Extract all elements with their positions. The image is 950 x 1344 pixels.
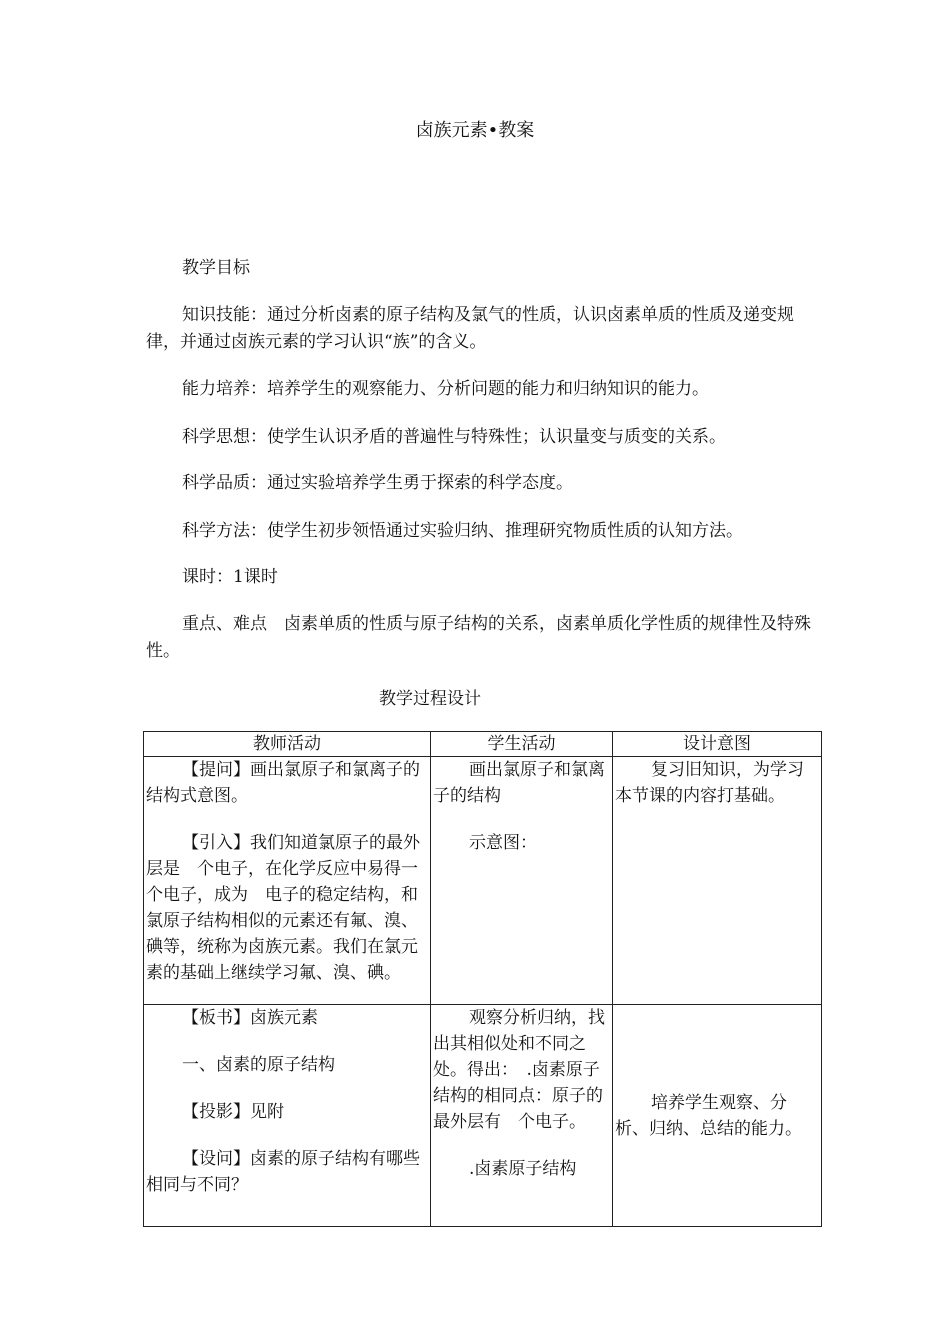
teacher-activity-cell: [144, 757, 431, 1005]
student-observe: 观察分析归纳，找出其相似处和不同之处。得出： .卤素原子结构的相同点：原子的最外层有 个电子。: [433, 1008, 605, 1132]
teacher-projection: 【投影】见附: [182, 1102, 284, 1122]
header-student: 学生活动: [431, 732, 613, 757]
table-row: [144, 1005, 822, 1227]
table-row: [144, 757, 822, 1005]
intent-review: 复习旧知识，为学习本节课的内容打基础。: [615, 760, 804, 806]
key-points: 重点、难点 卤素单质的性质与原子结构的关系，卤素单质化学性质的规律性及特殊性。: [146, 614, 811, 661]
goal-quality: 科学品质：通过实验培养学生勇于探索的科学态度。: [182, 473, 573, 493]
section-goals: 教学目标: [182, 258, 250, 278]
student-activity-cell: [431, 1005, 613, 1227]
student-activity-cell: [431, 757, 613, 1005]
goal-knowledge: 知识技能：通过分析卤素的原子结构及氯气的性质，认识卤素单质的性质及递变规律，并通过卤族元素的学习认识“族”的含义。: [146, 305, 794, 352]
goal-ability: 能力培养：培养学生的观察能力、分析问题的能力和归纳知识的能力。: [182, 379, 709, 399]
teacher-intro: 【引入】我们知道氯原子的最外层是 个电子，在化学反应中易得一个电子，成为 电子的稳定结构，和氯原子结构相似的元素还有氟、溴、碘等，统称为卤族元素。我们在氯元素的基础上继续学习氟、溴、碘。: [146, 833, 420, 983]
intent-cell: [613, 1005, 822, 1227]
goal-method: 科学方法：使学生初步领悟通过实验归纳、推理研究物质性质的认知方法。: [182, 521, 743, 541]
table-header-row: [144, 732, 822, 757]
header-intent: 设计意图: [613, 732, 822, 757]
student-draw: 画出氯原子和氯离子的结构: [433, 760, 605, 806]
process-title: 教学过程设计: [379, 689, 481, 709]
student-structure: .卤素原子结构: [469, 1159, 577, 1179]
process-table: [143, 731, 822, 1227]
intent-skills: 培养学生观察、分析、归纳、总结的能力。: [615, 1092, 802, 1139]
intent-cell: [613, 757, 822, 1005]
teacher-board: 【板书】卤族元素: [182, 1008, 318, 1028]
class-hours: 课时：1课时: [182, 567, 278, 587]
student-diagram: 示意图：: [469, 833, 537, 853]
teacher-question: 【提问】画出氯原子和氯离子的结构式意图。: [146, 760, 420, 806]
header-teacher: 教师活动: [144, 732, 431, 757]
page-title: 卤族元素•教案: [415, 120, 535, 141]
teacher-section: 一、卤素的原子结构: [182, 1055, 335, 1075]
teacher-activity-cell: [144, 1005, 431, 1227]
teacher-ask: 【设问】卤素的原子结构有哪些相同与不同？: [146, 1149, 420, 1195]
goal-thinking: 科学思想：使学生认识矛盾的普遍性与特殊性；认识量变与质变的关系。: [182, 427, 726, 447]
